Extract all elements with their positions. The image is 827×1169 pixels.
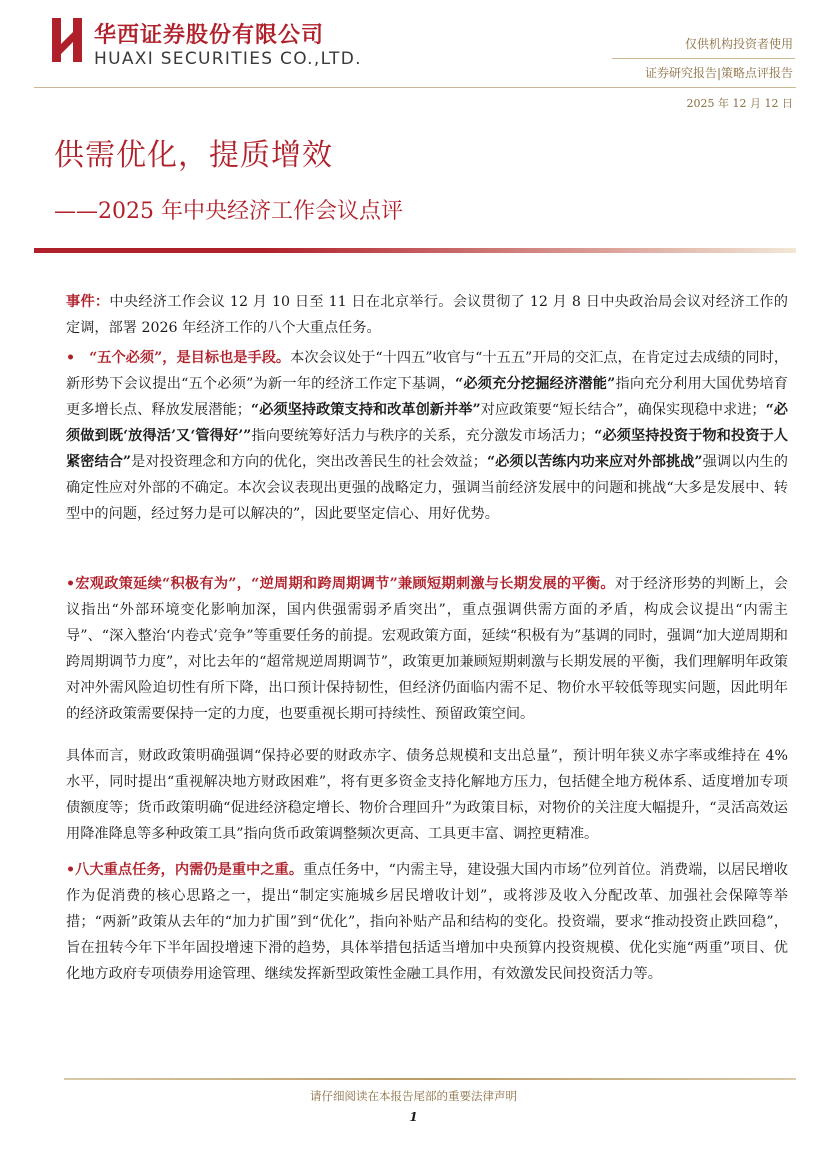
- bullet: •: [66, 862, 76, 878]
- legal-disclaimer-note: 请仔细阅读在本报告尾部的重要法律声明: [310, 1089, 517, 1103]
- title-gradient-bar: [34, 248, 796, 253]
- report-type: 证券研究报告|策略点评报告: [644, 66, 793, 80]
- emphasis-text: “必须做到既‘放得活’又‘管得好’”: [66, 402, 788, 444]
- paragraph-text: 指向充分利用大国优势培育更多增长点、释放发展潜能；: [66, 376, 788, 418]
- paragraph-text: 是对投资理念和方向的优化，突出改善民生的社会效益；: [131, 454, 487, 470]
- section-heading: 八大重点任务，内需仍是重中之重。: [75, 862, 304, 878]
- paragraph-text: 重点任务中，“内需主导，建设强大国内市场”位列首位。消费端，以居民增收作为促消费的核心思路之一，提出“制定实施城乡居民增收计划”，或将涉及收入分配改革、加强社会保障等举措；“两新”政策从去年的“加力扩围”到“优化”，指向补贴产品和结构的变化。投资端，要求“推动投资止跌回稳”，旨在扭转今年下半年固投增速下滑的趋势，具体举措包括适当增加中央预算内投资规模、优化实施“两重”项目、优化地方政府专项债券用途管理、继续发挥新型政策性金融工具作用，有效激发民间投资活力等。: [66, 862, 788, 982]
- paragraph-text: 对应政策要“短长结合”，确保实现稳中求进；: [480, 402, 766, 418]
- report-date: 2025 年 12 月 12 日: [686, 97, 793, 110]
- header-divider: [612, 58, 795, 59]
- section-heading: 宏观政策延续“积极有为”，“逆周期和跨周期调节”兼顾短期刺激与长期发展的平衡。: [75, 576, 615, 592]
- section-heading: “五个必须”，是目标也是手段。: [89, 350, 291, 366]
- paragraph-text: 对于经济形势的判断上，会议指出“外部环境变化影响加深，国内供强需弱矛盾突出”，重点强调供需方面的矛盾，构成会议提出“内需主导”、“深入整治‘内卷式’竞争”等重要任务的前提。宏观政策方面，延续“积极有为”基调的同时，强调“加大逆周期和跨周期调节力度”，对比去年的“超常规逆周期调节”，政策更加兼顾短期刺激与长期发展的平衡，我们理解明年政策对冲外需风险迫切性有所下降，出口预计保持韧性，但经济仍面临内需不足、物价水平较低等现实问题，因此明年的经济政策需要保持一定的力度，也要重视长期可持续性、预留政策空间。: [66, 576, 788, 722]
- report-title: 供需优化，提质增效: [54, 138, 333, 173]
- paragraph-text: 强调以内生的确定性应对外部的不确定。本次会议表现出更强的战略定力，强调当前经济发展中的问题和挑战“大多是发展中、转型中的问题，经过努力是可以解决的”，因此要坚定信心、用好优势。: [66, 454, 788, 522]
- audience-note: 仅供机构投资者使用: [684, 37, 793, 51]
- section-fiscal-monetary: [66, 743, 788, 847]
- event-text: 中央经济工作会议 12 月 10 日至 11 日在北京举行。会议贯彻了 12 月 8 日中央政治局会议对经济工作的定调，部署 2026 年经济工作的八个大重点任务。: [66, 294, 788, 336]
- page-number: 1: [409, 1110, 418, 1124]
- footer-rule: [64, 1078, 796, 1080]
- header-rule: [34, 87, 796, 88]
- company-name-en: HUAXI SECURITIES CO.,LTD.: [94, 49, 362, 69]
- emphasis-text: “必须以苦练内功来应对外部挑战”: [486, 454, 703, 470]
- section-eight-tasks: [66, 857, 788, 987]
- bullet: •: [66, 350, 76, 366]
- huaxi-logo-icon: [52, 18, 82, 62]
- company-name-cn: 华西证券股份有限公司: [94, 23, 325, 48]
- emphasis-text: “必须坚持投资于物和投资于人紧密结合”: [66, 428, 788, 470]
- bullet: •: [66, 576, 76, 592]
- section-five-musts: [66, 345, 788, 527]
- paragraph-text: 指向要统筹好活力与秩序的关系，充分激发市场活力；: [251, 428, 595, 444]
- paragraph-text: 本次会议处于“十四五”收官与“十五五”开局的交汇点，在肯定过去成绩的同时，新形势下会议提出“五个必须”为新一年的经济工作定下基调，: [66, 350, 789, 392]
- emphasis-text: “必须坚持政策支持和改革创新并举”: [250, 402, 481, 418]
- event-label: 事件：: [66, 294, 110, 310]
- emphasis-text: “必须充分挖掘经济潜能”: [454, 376, 616, 392]
- section-macro-policy: [66, 571, 788, 727]
- report-subtitle: ——2025 年中央经济工作会议点评: [54, 199, 403, 224]
- event-paragraph: [66, 289, 788, 341]
- paragraph-text: 具体而言，财政政策明确强调“保持必要的财政赤字、债务总规模和支出总量”，预计明年狭义赤字率或维持在 4%水平，同时提出“重视解决地方财政困难”，将有更多资金支持化解地方压力，包括健全地方税体系、适度增加专项债额度等；货币政策明确“促进经济稳定增长、物价合理回升”为政策目标，对物价的关注度大幅提升，“灵活高效运用降准降息等多种政策工具”指向货币政策调整频次更高、工具更丰富、调控更精准。: [66, 748, 788, 842]
